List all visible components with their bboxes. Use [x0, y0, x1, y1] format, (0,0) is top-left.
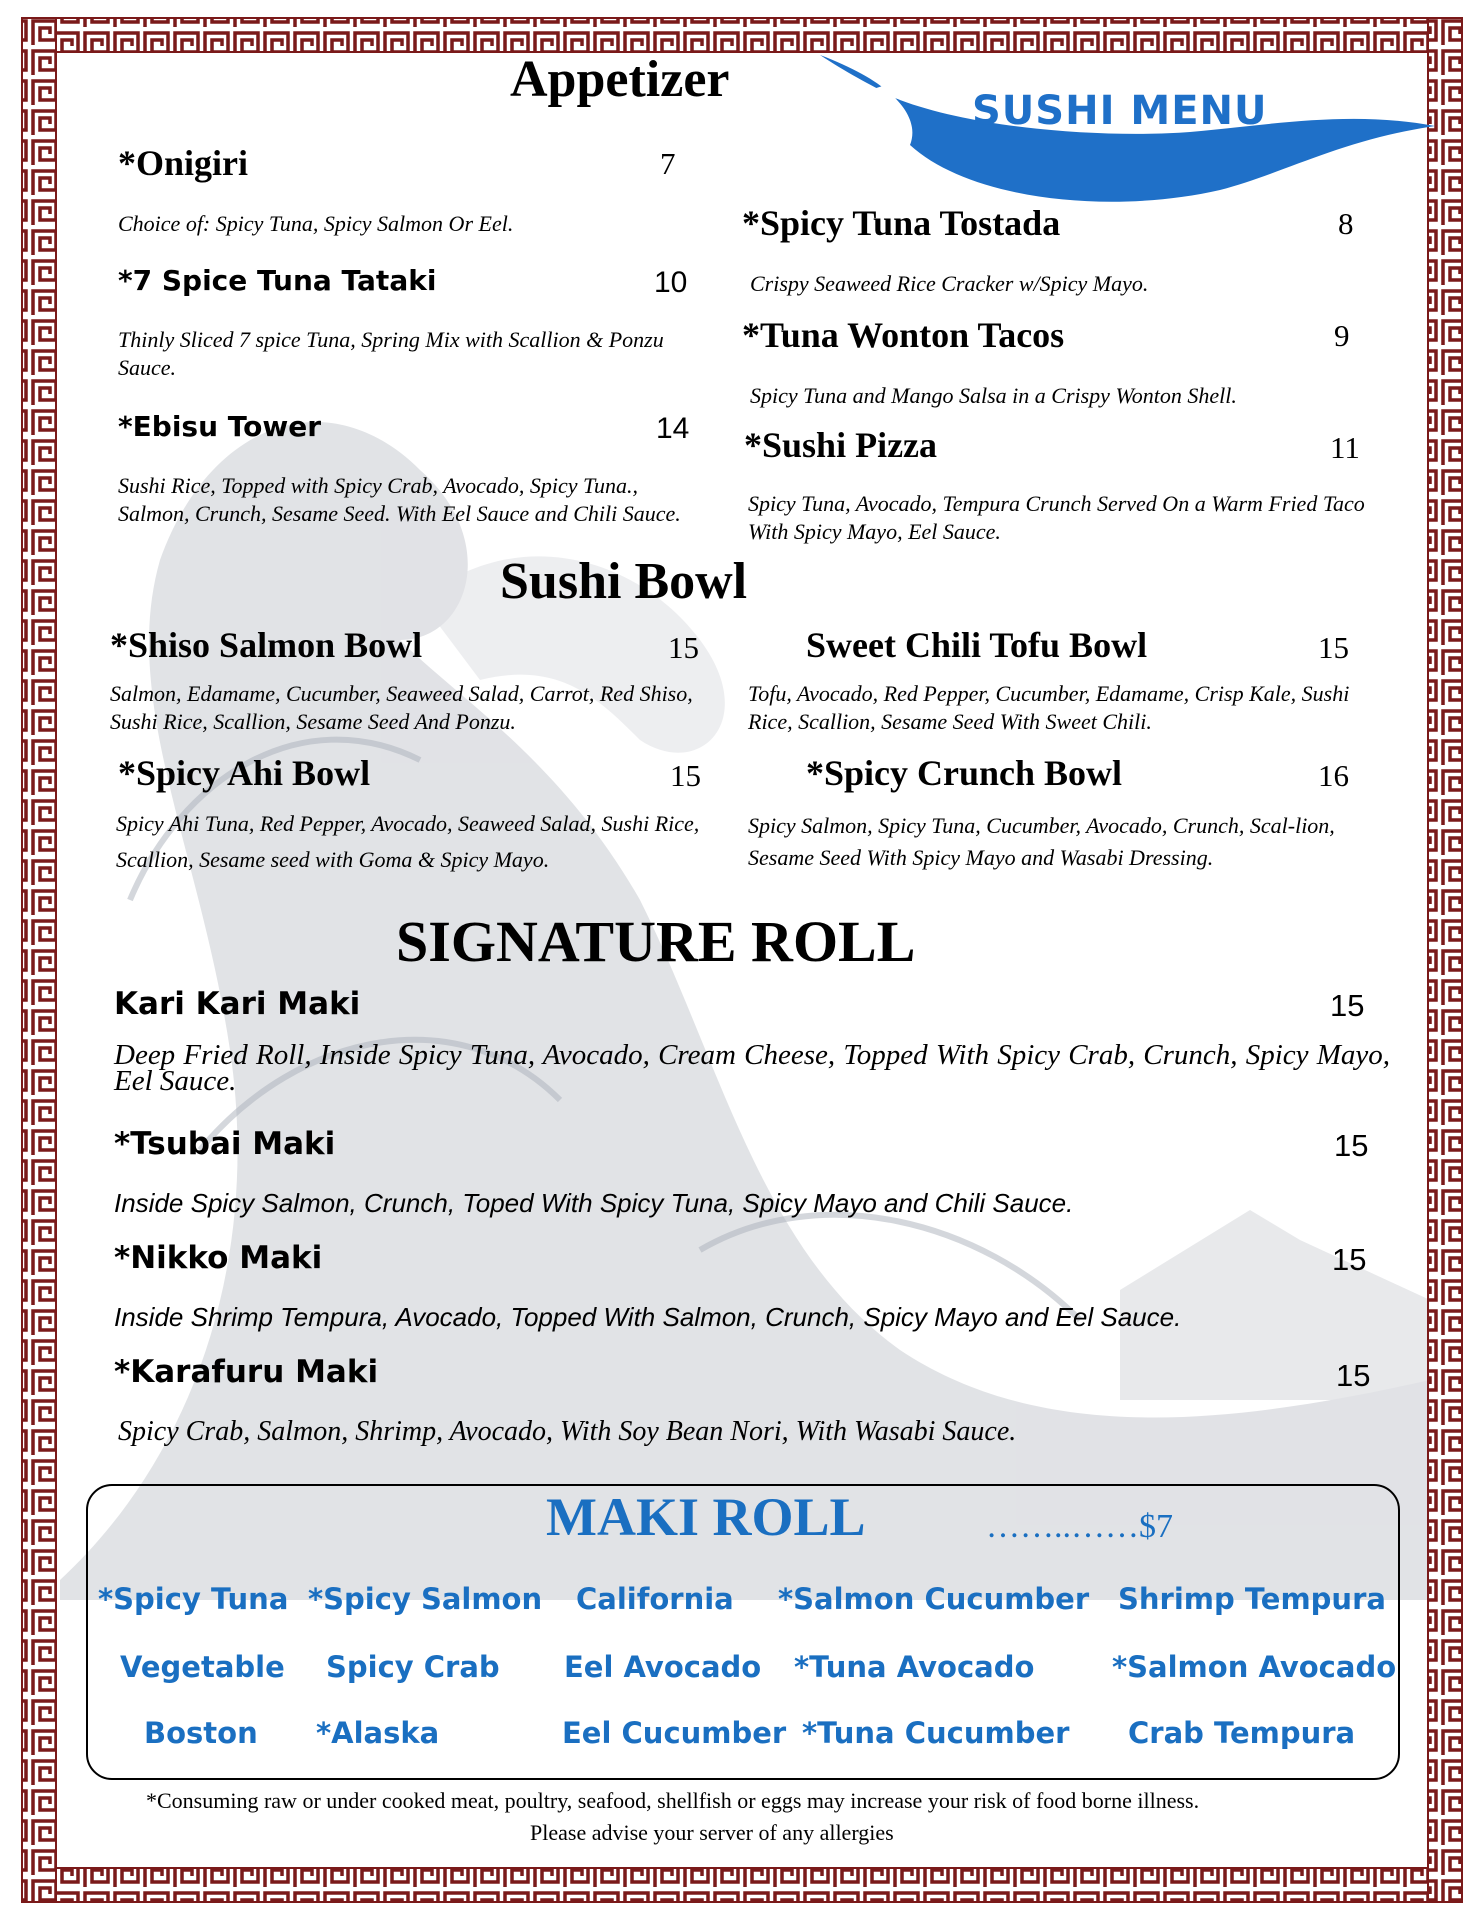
maki-roll-item: Eel Avocado: [564, 1650, 762, 1684]
maki-roll-item: Spicy Crab: [326, 1650, 500, 1684]
maki-roll-item: *Tuna Avocado: [794, 1650, 1035, 1684]
maki-roll-item: Vegetable: [120, 1650, 285, 1684]
menu-item-price: 11: [1330, 430, 1360, 465]
menu-item-name: *Tsubai Maki: [114, 1126, 336, 1162]
maki-roll-item: California: [576, 1582, 734, 1616]
menu-item-description: Inside Spicy Salmon, Crunch, Toped With Spicy Tuna, Spicy Mayo and Chili Sauce.: [114, 1188, 1074, 1218]
menu-item-price: 15: [670, 758, 701, 793]
maki-roll-item: *Salmon Cucumber: [778, 1582, 1090, 1616]
menu-item-description: Spicy Crab, Salmon, Shrimp, Avocado, With Soy Bean Nori, With Wasabi Sauce.: [118, 1416, 1017, 1447]
menu-item-price: 7: [660, 146, 676, 181]
menu-item-name: Kari Kari Maki: [114, 986, 361, 1022]
allergy-disclaimer: *Consuming raw or under cooked meat, poultry, seafood, shellfish or eggs may increase your risk of food borne illness.: [146, 1788, 1200, 1813]
menu-item-name: *Onigiri: [118, 143, 249, 183]
menu-item-description: Spicy Salmon, Spicy Tuna, Cucumber, Avocado, Crunch, Scal-lion, Sesame Seed With Spicy Mayo and Wasabi Dressing.: [748, 813, 1335, 870]
menu-item-name: *Spicy Tuna Tostada: [742, 203, 1061, 243]
menu-item-description: Thinly Sliced 7 spice Tuna, Spring Mix with Scallion & Ponzu Sauce.: [118, 327, 664, 380]
appetizer-heading: Appetizer: [510, 51, 730, 108]
maki-roll-item: Crab Tempura: [1128, 1716, 1356, 1750]
allergy-advice: Please advise your server of any allergies: [530, 1820, 894, 1845]
menu-item-name: *Ebisu Tower: [118, 410, 322, 443]
menu-item-description: Choice of: Spicy Tuna, Spicy Salmon Or Eel.: [118, 211, 514, 236]
menu-item-description: Spicy Tuna and Mango Salsa in a Crispy Wonton Shell.: [750, 383, 1237, 408]
maki-roll-item: Eel Cucumber: [562, 1716, 787, 1750]
menu-item-description: Inside Shrimp Tempura, Avocado, Topped With Salmon, Crunch, Spicy Mayo and Eel Sauce.: [114, 1302, 1182, 1332]
menu-item-price: 8: [1338, 206, 1354, 241]
maki-roll-price: ……..……$7: [986, 1508, 1173, 1545]
menu-item-name: *Spicy Ahi Bowl: [118, 753, 371, 793]
menu-item-price: 9: [1334, 318, 1350, 353]
menu-item-price: 15: [1336, 1358, 1371, 1393]
menu-item-description: Spicy Ahi Tuna, Red Pepper, Avocado, Seaweed Salad, Sushi Rice, Scallion, Sesame seed with Goma & Spicy Mayo.: [116, 811, 700, 872]
menu-item-name: *Sushi Pizza: [744, 425, 938, 465]
menu-item-name: *Tuna Wonton Tacos: [742, 315, 1065, 355]
menu-item-description: Tofu, Avocado, Red Pepper, Cucumber, Edamame, Crisp Kale, Sushi Rice, Scallion, Sesame Seed With Sweet Chili.: [748, 681, 1350, 734]
maki-roll-item: Shrimp Tempura: [1118, 1582, 1386, 1616]
menu-item-price: 15: [1330, 988, 1365, 1023]
maki-roll-item: *Spicy Tuna: [98, 1582, 289, 1616]
maki-roll-item: *Spicy Salmon: [308, 1582, 543, 1616]
menu-item-description: Spicy Tuna, Avocado, Tempura Crunch Served On a Warm Fried Taco With Spicy Mayo, Eel Sauce.: [748, 491, 1365, 544]
maki-roll-item: *Salmon Avocado: [1112, 1650, 1397, 1684]
menu-item-price: 15: [668, 630, 699, 665]
maki-roll-item: Boston: [144, 1716, 258, 1750]
menu-item-price: 14: [656, 412, 690, 445]
menu-item-description: Sushi Rice, Topped with Spicy Crab, Avocado, Spicy Tuna., Salmon, Crunch, Sesame Seed. With Eel Sauce and Chili Sauce.: [118, 473, 681, 526]
signature-roll-heading: SIGNATURE ROLL: [396, 909, 916, 974]
maki-roll-heading: MAKI ROLL: [546, 1487, 866, 1547]
menu-item-price: 10: [654, 266, 688, 299]
menu-item-name: Sweet Chili Tofu Bowl: [806, 625, 1148, 665]
menu-item-description: Crispy Seaweed Rice Cracker w/Spicy Mayo.: [750, 271, 1149, 296]
menu-item-description: Deep Fried Roll, Inside Spicy Tuna, Avocado, Cream Cheese, Topped With Spicy Crab, Crunch, Spicy Mayo, Eel Sauce.: [114, 1039, 1390, 1097]
menu-item-name: *Karafuru Maki: [114, 1354, 379, 1390]
menu-item-description: Salmon, Edamame, Cucumber, Seaweed Salad, Carrot, Red Shiso, Sushi Rice, Scallion, Sesame Seed And Ponzu.: [110, 681, 693, 734]
maki-roll-item: *Alaska: [316, 1716, 440, 1750]
menu-item-name: *Spicy Crunch Bowl: [806, 753, 1123, 793]
menu-item-price: 15: [1332, 1242, 1367, 1277]
maki-roll-item: *Tuna Cucumber: [802, 1716, 1070, 1750]
menu-item-name: *7 Spice Tuna Tataki: [118, 264, 437, 297]
sushi-bowl-heading: Sushi Bowl: [500, 553, 748, 610]
menu-item-name: *Nikko Maki: [114, 1240, 323, 1276]
menu-item-price: 16: [1318, 758, 1349, 793]
menu-item-price: 15: [1318, 630, 1349, 665]
sushi-menu-title: SUSHI MENU: [972, 88, 1268, 134]
menu-item-name: *Shiso Salmon Bowl: [110, 625, 423, 665]
menu-item-price: 15: [1334, 1128, 1369, 1163]
